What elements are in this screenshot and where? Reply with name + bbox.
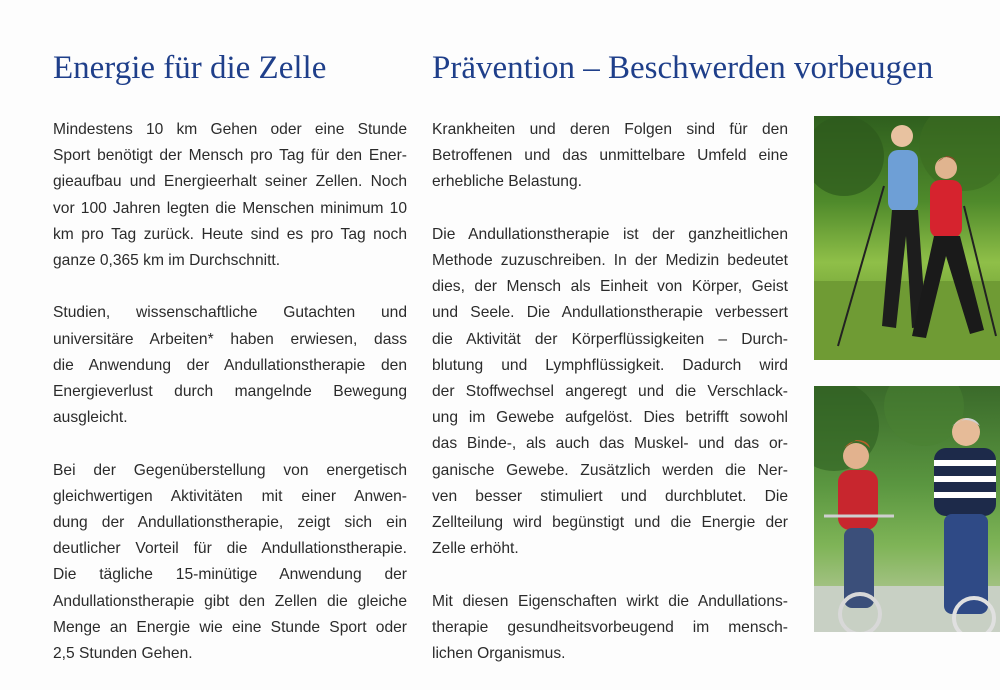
text-line: ung im Gewebe aufgelöst. Dies betrifft sowohl: [432, 409, 788, 427]
text-line: erhebliche Belastung.: [432, 173, 582, 191]
text-line: ausgleicht.: [53, 409, 128, 427]
photo-cycling: [814, 386, 1000, 632]
left-paragraph-2: [53, 300, 407, 431]
text-line: gleichwertigen Aktivitäten mit einer Anwen-: [53, 487, 407, 505]
text-line: Menge an Energie wie eine Stunde Sport oder: [53, 618, 407, 636]
text-line: Methode zuzuschreiben. In der Medizin bedeutet: [432, 252, 788, 269]
text-line: blutung und Lymphflüssigkeit. Dadurch wird: [432, 356, 788, 374]
text-line: Studien, wissenschaftliche Gutachten und: [53, 304, 407, 322]
text-line: deutlicher Vorteil für die Andullationstherapie.: [53, 540, 407, 558]
right-paragraph-2: [432, 222, 788, 563]
text-line: therapie gesundheitsvorbeugend im mensch-: [432, 618, 788, 636]
heading-praevention: Prävention – Beschwerden vorbeugen: [432, 50, 934, 86]
text-line: lichen Organismus.: [432, 645, 566, 663]
text-line: Energieverlust durch mangelnde Bewegung: [53, 383, 407, 401]
text-line: dies, der Mensch als Einheit von Körper, Geist: [432, 278, 788, 296]
text-line: Mit diesen Eigenschaften wirkt die Andullations-: [432, 592, 788, 610]
column-left: [53, 117, 407, 693]
text-line: Zelle erhöht.: [432, 540, 519, 558]
text-line: ganze 0,365 km im Durchschnitt.: [53, 252, 281, 270]
text-line: km pro Tag zurück. Heute sind es pro Tag noch: [53, 225, 407, 243]
left-paragraph-1: [53, 117, 407, 274]
text-line: und Seele. Die Andullationstherapie verbessert: [432, 304, 788, 322]
text-line: die Aktivität der Körperflüssigkeiten – Durch-: [432, 330, 788, 348]
text-line: die Anwendung der Andullationstherapie den: [53, 356, 407, 374]
right-paragraph-3: [432, 589, 788, 668]
photo-nordic-walking: [814, 116, 1000, 360]
text-line: dung der Andullationstherapie, zeigt sich ein: [53, 514, 407, 532]
text-line: ven besser stimuliert und durchblutet. Die: [432, 487, 788, 505]
text-line: universitäre Arbeiten* haben erwiesen, dass: [53, 330, 407, 348]
text-line: Bei der Gegenüberstellung von energetisch: [53, 461, 407, 479]
text-line: Die Andullationstherapie ist der ganzheitlichen: [432, 225, 788, 243]
text-line: gieaufbau und Energieerhalt seiner Zellen. Noch: [53, 173, 407, 191]
text-line: 2,5 Stunden Gehen.: [53, 645, 193, 663]
text-line: Betroffenen und das unmittelbare Umfeld eine: [432, 147, 788, 165]
column-right: [432, 117, 788, 693]
heading-energie: Energie für die Zelle: [53, 50, 327, 86]
text-line: der Stoffwechsel angeregt und die Verschlack-: [432, 383, 788, 401]
right-paragraph-1: [432, 117, 788, 196]
text-line: Andullationstherapie gibt den Zellen die gleiche: [53, 592, 407, 610]
text-line: Die tägliche 15-minütige Anwendung der: [53, 566, 407, 584]
text-line: Mindestens 10 km Gehen oder eine Stunde: [53, 121, 407, 138]
text-line: Krankheiten und deren Folgen sind für den: [432, 121, 788, 138]
left-paragraph-3: [53, 458, 407, 668]
text-line: Zellteilung wird begünstigt und die Energie der: [432, 514, 788, 532]
text-line: Sport benötigt der Mensch pro Tag für den Ener-: [53, 147, 407, 165]
text-line: vor 100 Jahren legten die Menschen minimum 10: [53, 199, 407, 217]
text-line: das Binde-, als auch das Muskel- und das or-: [432, 435, 788, 453]
text-line: ganische Gewebe. Zusätzlich werden die Ner-: [432, 461, 788, 479]
